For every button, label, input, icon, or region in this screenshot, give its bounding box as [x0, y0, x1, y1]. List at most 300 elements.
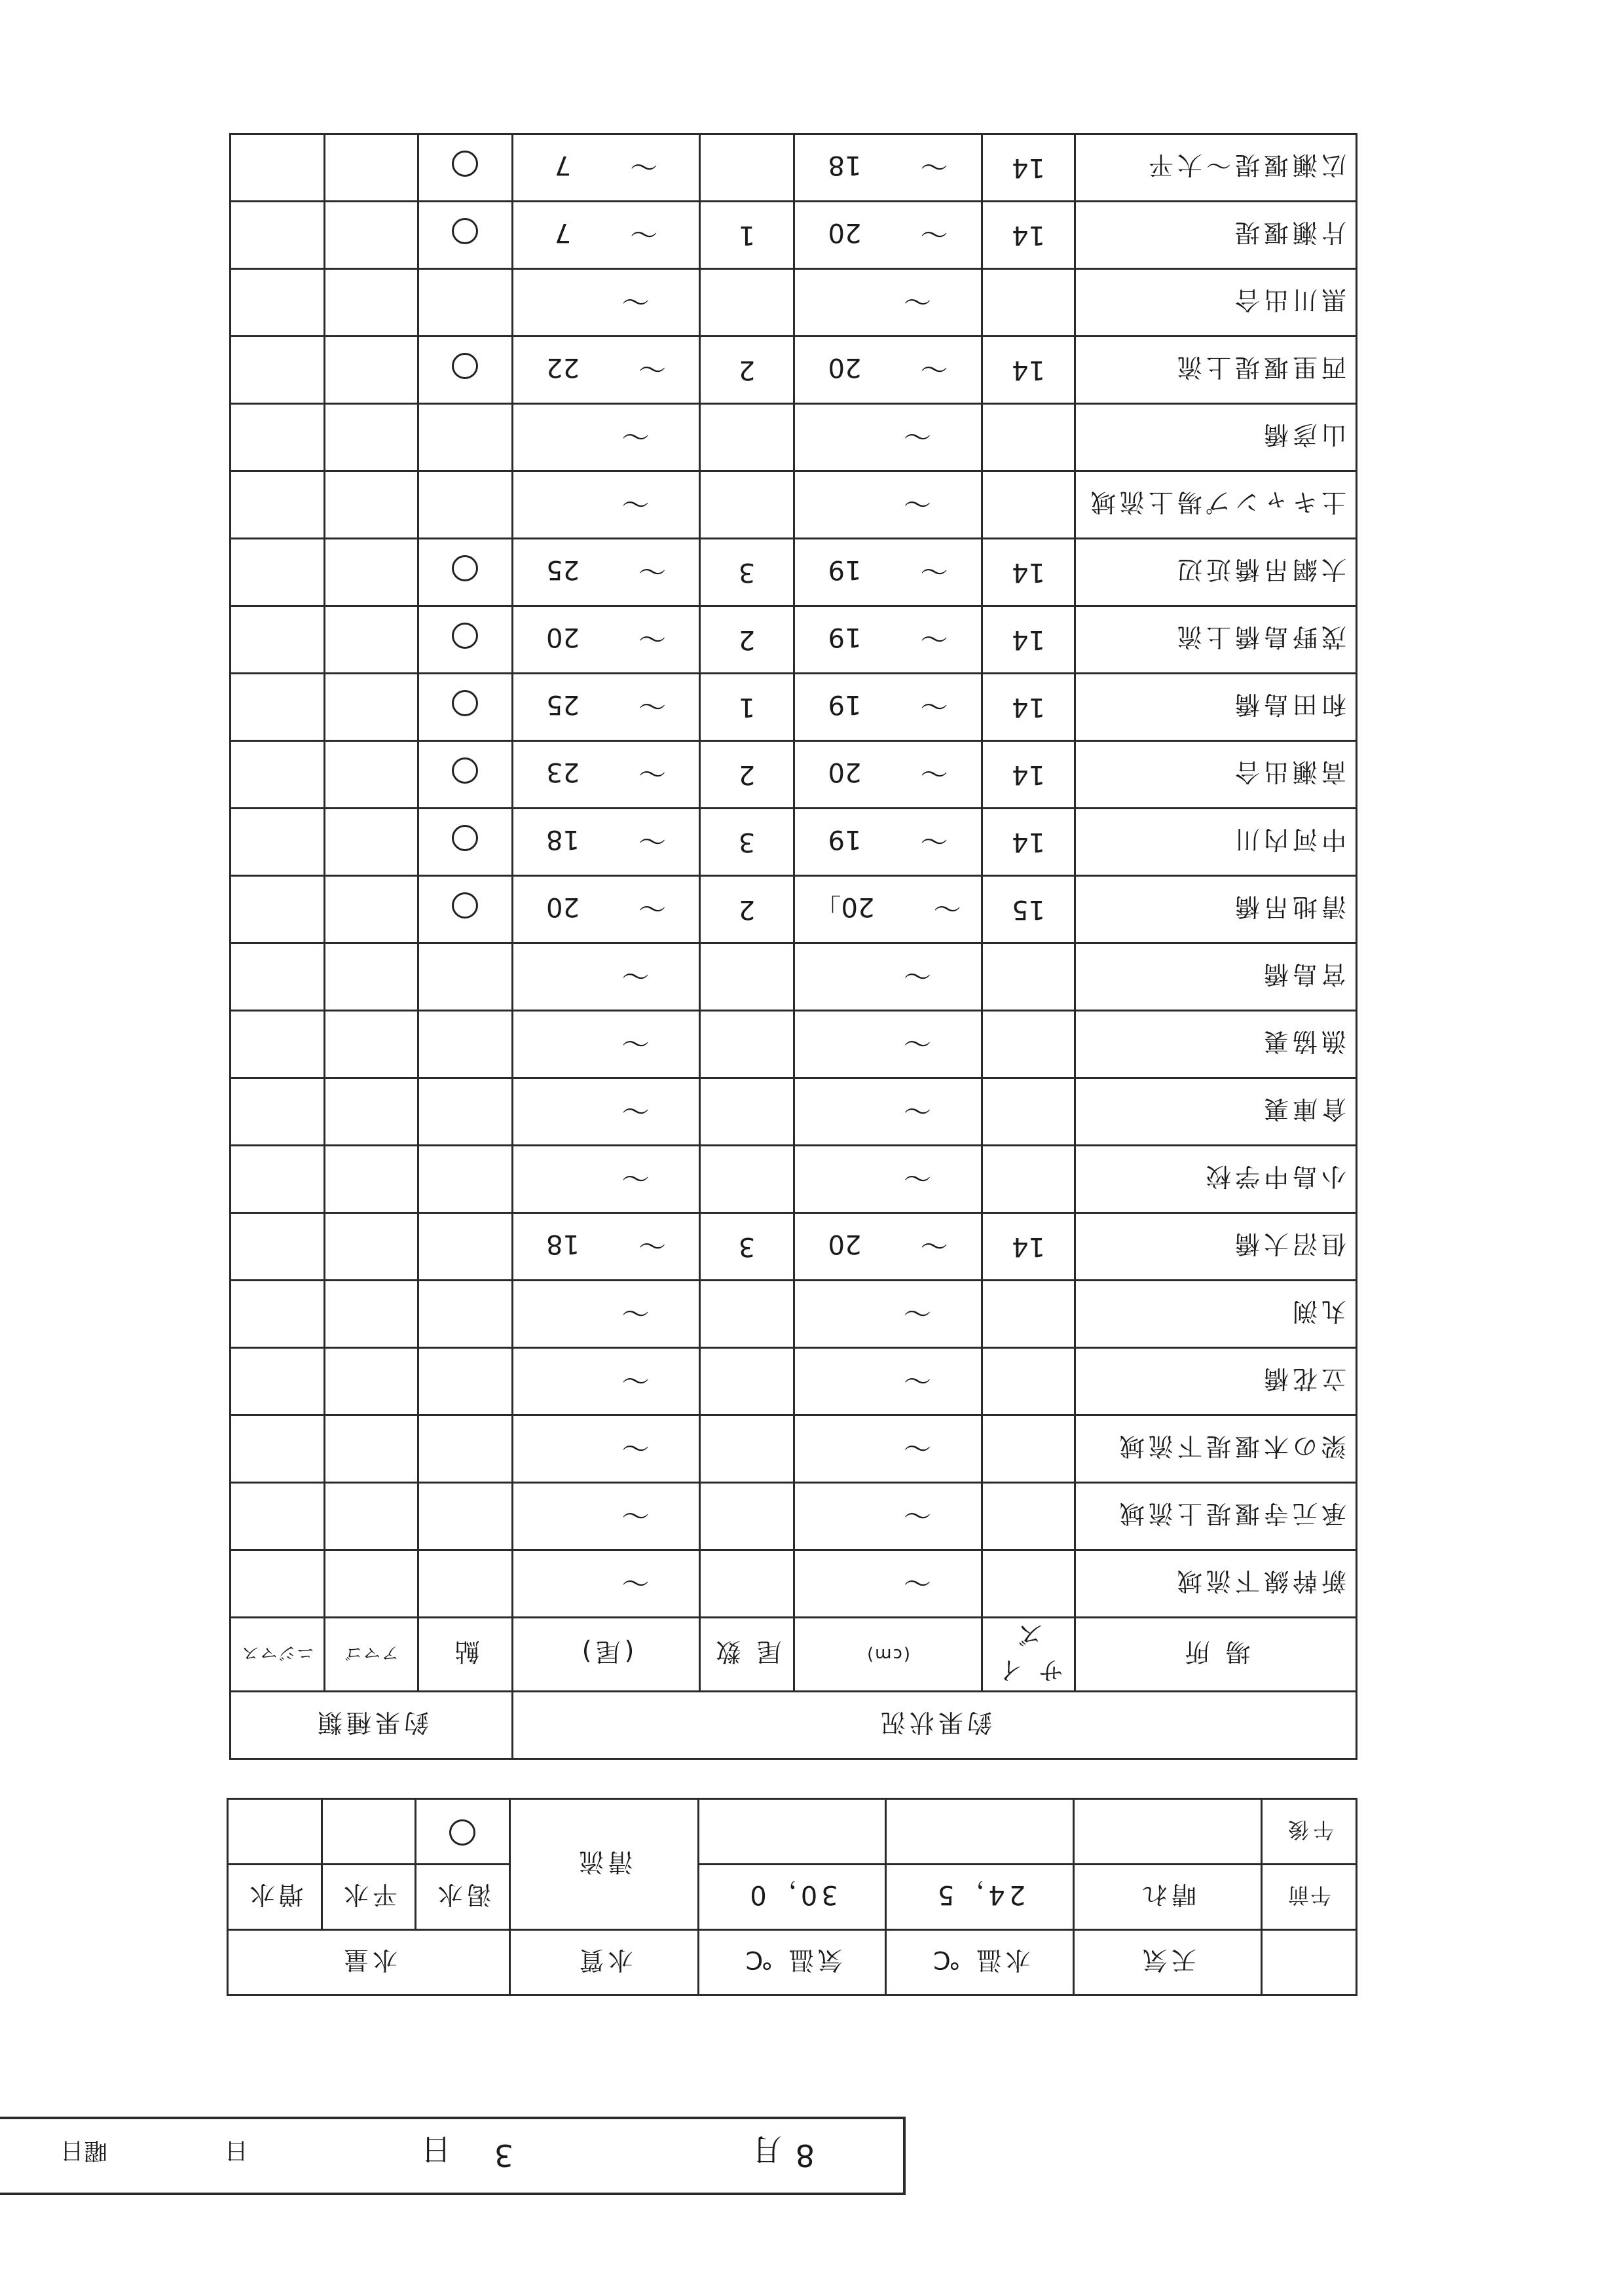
count-min [700, 1011, 794, 1078]
size-tilde: ～ [904, 1027, 932, 1059]
size-max: 20 [828, 757, 862, 787]
catch-row [231, 741, 1357, 809]
count-range [513, 1146, 700, 1213]
ayu-mark [418, 1146, 513, 1213]
size-min [982, 404, 1075, 471]
size-min: 14 [982, 674, 1075, 741]
ayu-header: 鮎 [418, 1618, 513, 1692]
size-header: サ イ ズ [982, 1618, 1075, 1692]
catch-row [231, 404, 1357, 471]
weather-table [227, 1798, 1357, 1996]
catch-place: 立花橋 [1075, 1348, 1357, 1415]
size-min: 14 [982, 202, 1075, 269]
air-temp-header: 気温 ℃ [699, 1930, 886, 1995]
nijimasu-mark [231, 943, 325, 1011]
size-tilde: ～ [920, 622, 948, 654]
weather-header: 天気 [1074, 1930, 1262, 1995]
catch-table [229, 133, 1357, 1760]
size-min [982, 1415, 1075, 1483]
catch-place: 和田島橋 [1075, 674, 1357, 741]
nijimasu-mark [231, 1550, 325, 1618]
water-quality-value: 清流 [510, 1799, 699, 1930]
count-max: 18 [546, 1229, 580, 1259]
ayu-mark [418, 1213, 513, 1281]
catch-row [231, 1213, 1357, 1281]
count-range [513, 1550, 700, 1618]
catch-place: 片瀬堰堤 [1075, 202, 1357, 269]
size-tilde: ～ [904, 420, 932, 452]
ayu-circle-icon [452, 218, 479, 244]
count-range [513, 471, 700, 539]
water-level-low: 渇水 [416, 1865, 510, 1930]
catch-row [231, 1483, 1357, 1550]
count-tilde: ～ [638, 892, 666, 924]
month-value: 8 [795, 2138, 815, 2173]
size-min: 14 [982, 134, 1075, 202]
ayu-circle-icon [452, 555, 479, 581]
count-min [700, 1281, 794, 1348]
catch-place: 黒川出合 [1075, 269, 1357, 337]
nijimasu-mark [231, 809, 325, 876]
catch-row [231, 1011, 1357, 1078]
size-tilde: ～ [904, 959, 932, 991]
size-min [982, 1483, 1075, 1550]
pm-water-temp [886, 1799, 1074, 1865]
count-tilde: ～ [621, 420, 650, 452]
ayu-circle-icon [452, 757, 479, 784]
catch-row [231, 539, 1357, 606]
ayu-mark [418, 741, 513, 809]
size-range [794, 134, 982, 202]
nijimasu-mark [231, 539, 325, 606]
count-tilde: ～ [638, 555, 666, 587]
catch-row [231, 471, 1357, 539]
size-max: 20 [828, 352, 862, 382]
catch-place: 茂野島橋上流 [1075, 606, 1357, 674]
count-range [513, 1011, 700, 1078]
amago-mark [325, 471, 418, 539]
place-header: 場 所 [1075, 1618, 1357, 1692]
amago-mark [325, 606, 418, 674]
catch-place: 梁の木堰堤下流域 [1075, 1415, 1357, 1483]
size-min: 14 [982, 606, 1075, 674]
count-header: 尾 数 [700, 1618, 794, 1692]
ayu-mark [418, 1281, 513, 1348]
am-weather: 晴れ [1074, 1865, 1262, 1930]
amago-mark [325, 1146, 418, 1213]
count-max: 7 [554, 150, 572, 180]
ayu-mark [418, 674, 513, 741]
count-max: 22 [546, 352, 580, 382]
ayu-mark [418, 1078, 513, 1146]
amago-mark [325, 539, 418, 606]
amago-mark [325, 1483, 418, 1550]
ayu-circle-icon [452, 892, 479, 919]
catch-row [231, 809, 1357, 876]
amago-mark [325, 809, 418, 876]
ayu-mark [418, 471, 513, 539]
count-max: 25 [546, 689, 580, 720]
count-min [700, 1415, 794, 1483]
count-min [700, 1550, 794, 1618]
size-min [982, 1011, 1075, 1078]
day-label: 日 [421, 2132, 451, 2167]
size-min: 14 [982, 809, 1075, 876]
ayu-mark [418, 337, 513, 404]
nijimasu-mark [231, 471, 325, 539]
amago-mark [325, 337, 418, 404]
ayu-mark [418, 1011, 513, 1078]
nijimasu-mark [231, 1415, 325, 1483]
weekday-value: 日 [224, 2137, 248, 2164]
nijimasu-mark [231, 606, 325, 674]
size-min [982, 1348, 1075, 1415]
count-range [513, 876, 700, 943]
catch-row [231, 674, 1357, 741]
nijimasu-mark [231, 674, 325, 741]
size-tilde: ～ [920, 352, 948, 384]
size-unit-header: (cm) [794, 1618, 982, 1692]
amago-mark [325, 1415, 418, 1483]
size-min [982, 1550, 1075, 1618]
size-min: 15 [982, 876, 1075, 943]
count-tilde: ～ [621, 487, 650, 519]
size-min [982, 269, 1075, 337]
size-range [794, 943, 982, 1011]
count-tilde: ～ [621, 1566, 650, 1598]
size-min: 14 [982, 337, 1075, 404]
amago-mark [325, 876, 418, 943]
count-range [513, 269, 700, 337]
count-range [513, 337, 700, 404]
size-tilde: ～ [920, 555, 948, 587]
pm-air-temp [699, 1799, 886, 1865]
count-tilde: ～ [630, 217, 658, 249]
size-tilde: ～ [920, 757, 948, 789]
count-range [513, 741, 700, 809]
count-range [513, 674, 700, 741]
catch-row [231, 1281, 1357, 1348]
amago-mark [325, 741, 418, 809]
size-range [794, 471, 982, 539]
water-temp-header: 水温 ℃ [886, 1930, 1074, 1995]
count-min: 2 [700, 606, 794, 674]
size-range [794, 809, 982, 876]
ayu-mark [418, 1415, 513, 1483]
ayu-circle-icon [452, 825, 479, 851]
count-min: 1 [700, 202, 794, 269]
size-tilde: ～ [904, 1499, 932, 1531]
count-tilde: ～ [621, 1094, 650, 1126]
water-level-low-mark [416, 1799, 510, 1865]
size-max: 20」 [815, 892, 875, 922]
count-max: 25 [546, 555, 580, 585]
size-range [794, 606, 982, 674]
nijimasu-mark [231, 1213, 325, 1281]
ayu-mark [418, 1483, 513, 1550]
nijimasu-mark [231, 269, 325, 337]
count-tilde: ～ [638, 352, 666, 384]
catch-row [231, 1415, 1357, 1483]
count-tilde: ～ [630, 150, 658, 182]
catch-place: 高瀬出合 [1075, 741, 1357, 809]
catch-place: 倉庫裏 [1075, 1078, 1357, 1146]
amago-mark [325, 1550, 418, 1618]
day-value: 3 [494, 2138, 513, 2173]
water-level-high: 増水 [228, 1865, 322, 1930]
size-range [794, 1415, 982, 1483]
nijimasu-mark [231, 876, 325, 943]
nijimasu-header: ニジマス [231, 1618, 325, 1692]
amago-mark [325, 202, 418, 269]
size-min: 14 [982, 1213, 1075, 1281]
amago-header: アマゴ [325, 1618, 418, 1692]
count-range [513, 202, 700, 269]
count-max: 20 [546, 892, 580, 922]
size-min: 14 [982, 539, 1075, 606]
count-min [700, 269, 794, 337]
size-min [982, 1281, 1075, 1348]
catch-place: 中河内川 [1075, 809, 1357, 876]
nijimasu-mark [231, 1483, 325, 1550]
count-range [513, 1483, 700, 1550]
size-min: 14 [982, 741, 1075, 809]
size-max: 19 [828, 689, 862, 720]
size-range [794, 741, 982, 809]
catch-place: 清地吊橋 [1075, 876, 1357, 943]
nijimasu-mark [231, 134, 325, 202]
size-tilde: ～ [920, 1229, 948, 1261]
ayu-mark [418, 809, 513, 876]
amago-mark [325, 404, 418, 471]
ayu-mark [418, 606, 513, 674]
ayu-circle-icon [452, 623, 479, 649]
count-tilde: ～ [621, 1296, 650, 1328]
ayu-circle-icon [452, 690, 479, 716]
count-range [513, 1078, 700, 1146]
count-min: 2 [700, 741, 794, 809]
water-level-header: 水量 [228, 1930, 510, 1995]
size-max: 19 [828, 622, 862, 652]
date-box [0, 2117, 906, 2195]
catch-row [231, 1348, 1357, 1415]
catch-place: 土キャンプ場上流域 [1075, 471, 1357, 539]
size-range [794, 269, 982, 337]
amago-mark [325, 1213, 418, 1281]
water-quality-header: 水質 [510, 1930, 699, 1995]
count-min [700, 1483, 794, 1550]
count-min: 1 [700, 674, 794, 741]
count-tilde: ～ [638, 622, 666, 654]
size-tilde: ～ [904, 1566, 932, 1598]
ayu-mark [418, 539, 513, 606]
size-tilde: ～ [920, 217, 948, 249]
catch-place: 小島中学校 [1075, 1146, 1357, 1213]
count-tilde: ～ [621, 1431, 650, 1463]
catch-place: 宮島橋 [1075, 943, 1357, 1011]
nijimasu-mark [231, 337, 325, 404]
count-range [513, 1281, 700, 1348]
count-tilde: ～ [621, 959, 650, 991]
catch-place: 西里堰堤上流 [1075, 337, 1357, 404]
pm-label: 午後 [1262, 1799, 1357, 1865]
count-tilde: ～ [621, 1499, 650, 1531]
count-min: 3 [700, 809, 794, 876]
nijimasu-mark [231, 202, 325, 269]
catch-place: 丸渕 [1075, 1281, 1357, 1348]
size-range [794, 337, 982, 404]
catch-row [231, 1146, 1357, 1213]
size-max: 20 [828, 1229, 862, 1259]
count-min [700, 134, 794, 202]
ayu-mark [418, 1550, 513, 1618]
size-tilde: ～ [904, 487, 932, 519]
count-range [513, 134, 700, 202]
catch-place: 山彦橋 [1075, 404, 1357, 471]
count-tilde: ～ [638, 1229, 666, 1261]
catch-place: 但沼大橋 [1075, 1213, 1357, 1281]
size-tilde: ～ [904, 285, 932, 317]
ayu-mark [418, 943, 513, 1011]
size-tilde: ～ [904, 1161, 932, 1194]
am-label: 午前 [1262, 1865, 1357, 1930]
species-group-header: 釣果種類 [231, 1692, 513, 1759]
count-tilde: ～ [638, 689, 666, 721]
size-tilde: ～ [904, 1094, 932, 1126]
amago-mark [325, 1348, 418, 1415]
ayu-circle-icon [452, 151, 479, 177]
count-range [513, 606, 700, 674]
size-range [794, 202, 982, 269]
size-tilde: ～ [904, 1431, 932, 1463]
count-range [513, 943, 700, 1011]
ayu-mark [418, 202, 513, 269]
am-water-temp: 24，5 [886, 1865, 1074, 1930]
amago-mark [325, 674, 418, 741]
nijimasu-mark [231, 404, 325, 471]
count-range [513, 1415, 700, 1483]
size-range [794, 1348, 982, 1415]
amago-mark [325, 1281, 418, 1348]
count-min [700, 943, 794, 1011]
amago-mark [325, 1011, 418, 1078]
ayu-mark [418, 404, 513, 471]
size-range [794, 1483, 982, 1550]
count-min [700, 404, 794, 471]
count-unit-header: (尾) [513, 1618, 700, 1692]
catch-place: 漁協裏 [1075, 1011, 1357, 1078]
catch-row [231, 337, 1357, 404]
size-tilde: ～ [920, 824, 948, 856]
catch-row [231, 876, 1357, 943]
count-range [513, 404, 700, 471]
size-range [794, 1550, 982, 1618]
count-min [700, 1078, 794, 1146]
nijimasu-mark [231, 1281, 325, 1348]
size-range [794, 1213, 982, 1281]
ayu-circle-icon [452, 353, 479, 379]
amago-mark [325, 1078, 418, 1146]
size-min [982, 1146, 1075, 1213]
water-level-normal: 平水 [322, 1865, 416, 1930]
status-group-header: 釣果状況 [513, 1692, 1357, 1759]
count-range [513, 1348, 700, 1415]
count-max: 18 [546, 824, 580, 854]
count-min [700, 1348, 794, 1415]
size-max: 19 [828, 824, 862, 854]
count-max: 23 [546, 757, 580, 787]
pm-weather [1074, 1799, 1262, 1865]
count-tilde: ～ [621, 285, 650, 317]
catch-place: 承元寺堰堤上流域 [1075, 1483, 1357, 1550]
size-range [794, 1146, 982, 1213]
count-min: 2 [700, 876, 794, 943]
count-range [513, 809, 700, 876]
catch-row [231, 606, 1357, 674]
month-label: 月 [752, 2132, 782, 2167]
nijimasu-mark [231, 1146, 325, 1213]
weekday-suffix: 曜日 [60, 2137, 107, 2164]
size-tilde: ～ [920, 150, 948, 182]
count-range [513, 1213, 700, 1281]
am-air-temp: 30，0 [699, 1865, 886, 1930]
count-tilde: ～ [621, 1027, 650, 1059]
nijimasu-mark [231, 741, 325, 809]
nijimasu-mark [231, 1011, 325, 1078]
size-max: 19 [828, 555, 862, 585]
catch-place: 広瀬堰堤～大平 [1075, 134, 1357, 202]
amago-mark [325, 134, 418, 202]
count-tilde: ～ [621, 1161, 650, 1194]
size-range [794, 1011, 982, 1078]
catch-row [231, 134, 1357, 202]
nijimasu-mark [231, 1348, 325, 1415]
count-tilde: ～ [638, 757, 666, 789]
selected-circle-icon [450, 1820, 476, 1846]
size-range [794, 539, 982, 606]
count-tilde: ～ [621, 1364, 650, 1396]
size-min [982, 1078, 1075, 1146]
size-range [794, 1078, 982, 1146]
catch-row [231, 1078, 1357, 1146]
count-max: 20 [546, 622, 580, 652]
size-tilde: ～ [904, 1364, 932, 1396]
count-range [513, 539, 700, 606]
ayu-mark [418, 269, 513, 337]
size-range [794, 1281, 982, 1348]
size-tilde: ～ [933, 892, 961, 924]
size-range [794, 674, 982, 741]
count-min: 3 [700, 1213, 794, 1281]
count-min [700, 471, 794, 539]
size-max: 20 [828, 217, 862, 247]
nijimasu-mark [231, 1078, 325, 1146]
count-min [700, 1146, 794, 1213]
size-tilde: ～ [920, 689, 948, 721]
ayu-mark [418, 134, 513, 202]
size-min [982, 943, 1075, 1011]
count-min: 2 [700, 337, 794, 404]
count-tilde: ～ [638, 824, 666, 856]
size-min [982, 471, 1075, 539]
count-min: 3 [700, 539, 794, 606]
amago-mark [325, 269, 418, 337]
ayu-mark [418, 1348, 513, 1415]
catch-place: 新幹線下流域 [1075, 1550, 1357, 1618]
catch-row [231, 943, 1357, 1011]
count-max: 7 [554, 217, 572, 247]
amago-mark [325, 943, 418, 1011]
